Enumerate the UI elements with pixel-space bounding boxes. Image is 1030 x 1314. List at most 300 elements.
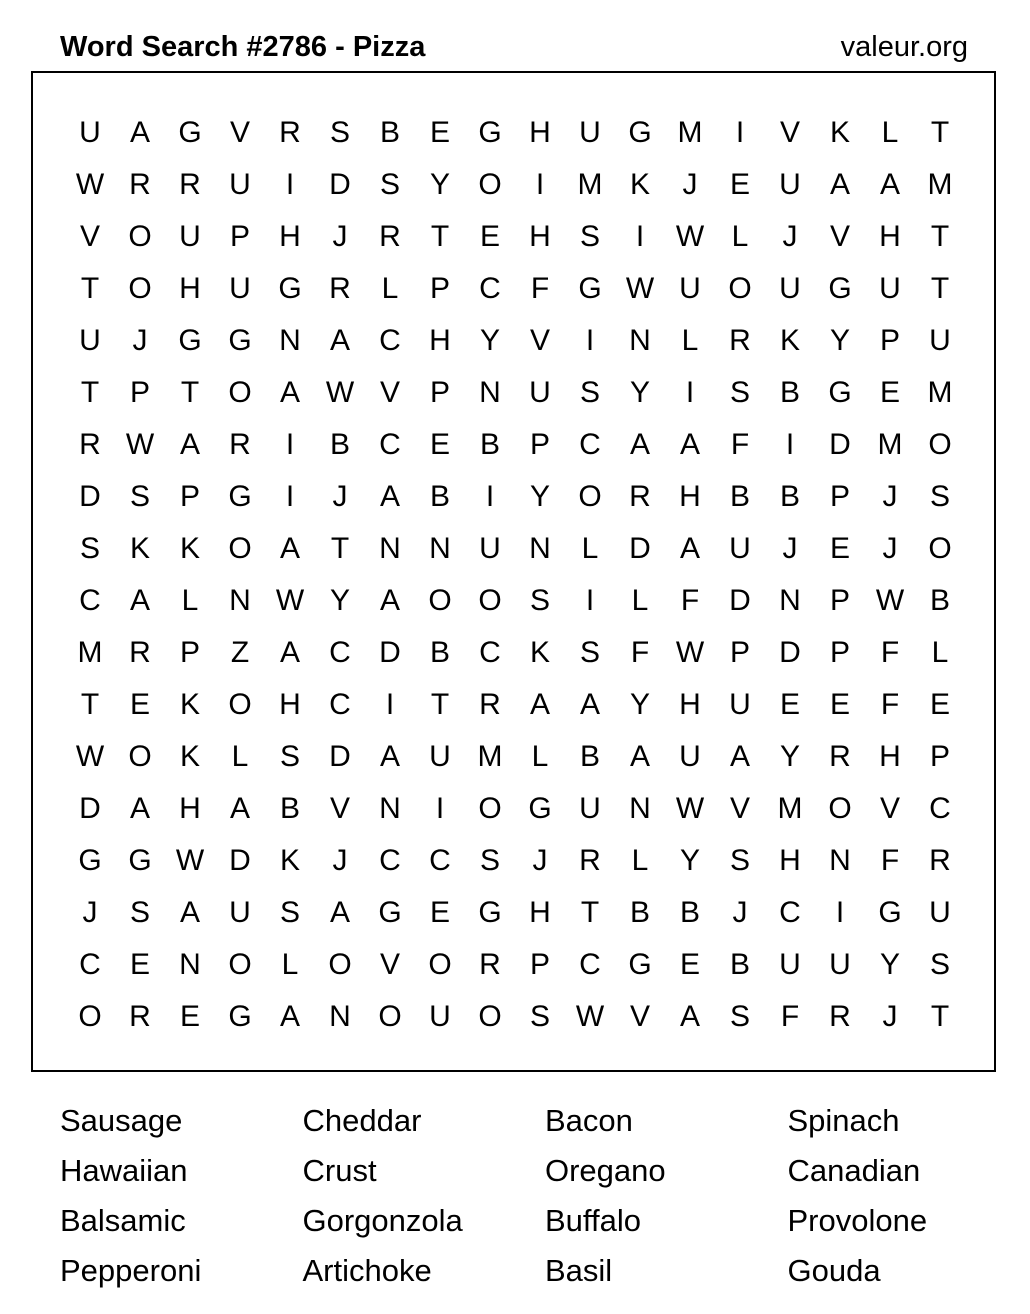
grid-letter: G: [128, 844, 152, 877]
grid-row: [65, 367, 965, 419]
grid-letter: U: [729, 532, 751, 565]
grid-letter: H: [679, 688, 701, 721]
grid-letter: C: [379, 844, 401, 877]
word-list-item: Bacon: [545, 1103, 633, 1138]
grid-letter: P: [529, 428, 550, 461]
grid-letter: D: [229, 844, 251, 877]
grid-letter: E: [129, 948, 150, 981]
grid-letter: L: [631, 844, 649, 877]
grid-letter: K: [179, 532, 200, 565]
grid-letter: T: [930, 116, 950, 149]
grid-letter: I: [385, 688, 395, 721]
grid-letter: W: [175, 844, 205, 877]
grid-letter: T: [930, 1000, 950, 1033]
grid-letter: F: [530, 272, 550, 305]
grid-letter: K: [829, 116, 850, 149]
grid-letter: W: [675, 792, 705, 825]
grid-letter: U: [429, 1000, 451, 1033]
grid-letter: A: [279, 636, 300, 669]
grid-letter: K: [279, 844, 300, 877]
grid-letter: J: [332, 844, 348, 877]
grid-letter: B: [729, 480, 750, 513]
grid-letter: R: [579, 844, 601, 877]
grid-letter: A: [529, 688, 550, 721]
grid-letter: N: [629, 324, 651, 357]
grid-letter: C: [579, 428, 601, 461]
grid-letter: D: [79, 792, 101, 825]
grid-letter: A: [379, 584, 400, 617]
grid-letter: C: [329, 636, 351, 669]
grid-letter: H: [529, 896, 551, 929]
grid-letter: V: [829, 220, 850, 253]
grid-letter: U: [729, 688, 751, 721]
grid-letter: V: [729, 792, 750, 825]
grid-letter: S: [129, 480, 150, 513]
grid-letter: O: [328, 948, 352, 981]
grid-letter: O: [428, 584, 452, 617]
grid-letter: R: [129, 636, 151, 669]
grid-letter: G: [378, 896, 402, 929]
grid-letter: I: [635, 220, 645, 253]
grid-letter: I: [435, 792, 445, 825]
grid-letter: G: [528, 792, 552, 825]
grid-letter: S: [929, 948, 950, 981]
grid-letter: L: [931, 636, 949, 669]
grid-letter: R: [329, 272, 351, 305]
grid-letter: T: [80, 272, 100, 305]
grid-letter: S: [129, 896, 150, 929]
grid-letter: W: [125, 428, 155, 461]
word-list-item: Basil: [545, 1253, 613, 1288]
grid-letter: P: [929, 740, 950, 773]
grid-letter: K: [779, 324, 800, 357]
grid-letter: I: [585, 324, 595, 357]
grid-letter: B: [479, 428, 500, 461]
grid-letter: U: [779, 168, 801, 201]
grid-letter: O: [928, 428, 952, 461]
word-list-item: Buffalo: [545, 1203, 641, 1238]
grid-letter: L: [631, 584, 649, 617]
grid-letter: U: [779, 948, 801, 981]
grid-letter: G: [628, 116, 652, 149]
grid-letter: E: [129, 688, 150, 721]
grid-letter: M: [877, 428, 903, 461]
grid-letter: W: [325, 376, 355, 409]
grid-letter: R: [829, 740, 851, 773]
grid-letter: A: [229, 792, 250, 825]
grid-letter: D: [629, 532, 651, 565]
grid-letter: P: [829, 480, 850, 513]
grid-row: [65, 991, 965, 1043]
grid-letter: W: [275, 584, 305, 617]
grid-letter: B: [929, 584, 950, 617]
grid-letter: G: [228, 324, 252, 357]
grid-letter: P: [179, 480, 200, 513]
grid-letter: B: [779, 480, 800, 513]
grid-letter: I: [735, 116, 745, 149]
grid-letter: W: [875, 584, 905, 617]
grid-letter: P: [729, 636, 750, 669]
grid-letter: J: [332, 220, 348, 253]
grid-letter: J: [332, 480, 348, 513]
grid-row: [65, 523, 965, 575]
grid-letter: S: [729, 376, 750, 409]
grid-letter: O: [128, 272, 152, 305]
grid-letter: Y: [679, 844, 700, 877]
grid-letter: A: [679, 428, 700, 461]
grid-letter: U: [229, 168, 251, 201]
grid-letter: H: [529, 220, 551, 253]
grid-letter: V: [529, 324, 550, 357]
grid-letter: D: [79, 480, 101, 513]
grid-letter: C: [479, 272, 501, 305]
grid-letter: C: [929, 792, 951, 825]
grid-letter: U: [929, 324, 951, 357]
grid-letter: V: [379, 376, 400, 409]
grid-row: [65, 679, 965, 731]
grid-letter: P: [879, 324, 900, 357]
grid-letter: Y: [329, 584, 350, 617]
grid-letter: S: [379, 168, 400, 201]
grid-letter: I: [285, 480, 295, 513]
word-list-item: Pepperoni: [60, 1253, 202, 1288]
grid-letter: B: [579, 740, 600, 773]
grid-letter: C: [779, 896, 801, 929]
grid-letter: C: [79, 584, 101, 617]
word-list-item: Balsamic: [60, 1203, 186, 1238]
word-list-item: Sausage: [60, 1103, 183, 1138]
site-name: valeur.org: [840, 31, 968, 63]
word-list-item: Oregano: [545, 1153, 666, 1188]
grid-letter: N: [779, 584, 801, 617]
grid-letter: L: [281, 948, 299, 981]
grid-letter: C: [379, 428, 401, 461]
grid-row: [65, 731, 965, 783]
grid-letter: G: [828, 272, 852, 305]
grid-letter: T: [80, 688, 100, 721]
grid-letter: V: [879, 792, 900, 825]
grid-letter: N: [179, 948, 201, 981]
grid-letter: E: [829, 532, 850, 565]
grid-letter: O: [478, 792, 502, 825]
grid-letter: W: [75, 740, 105, 773]
grid-letter: V: [229, 116, 250, 149]
grid-row: [65, 471, 965, 523]
grid-letter: O: [128, 740, 152, 773]
grid-letter: V: [329, 792, 350, 825]
grid-letter: T: [580, 896, 600, 929]
grid-letter: A: [129, 584, 150, 617]
grid-letter: N: [279, 324, 301, 357]
grid-letter: S: [579, 636, 600, 669]
grid-letter: R: [829, 1000, 851, 1033]
grid-letter: Y: [629, 376, 650, 409]
grid-letter: C: [79, 948, 101, 981]
grid-letter: V: [779, 116, 800, 149]
grid-letter: O: [928, 532, 952, 565]
grid-letter: B: [429, 636, 450, 669]
grid-letter: M: [577, 168, 603, 201]
grid-letter: M: [77, 636, 103, 669]
grid-letter: Y: [629, 688, 650, 721]
grid-letter: S: [729, 844, 750, 877]
grid-letter: E: [179, 1000, 200, 1033]
grid-letter: G: [228, 480, 252, 513]
grid-letter: A: [729, 740, 750, 773]
grid-letter: U: [479, 532, 501, 565]
grid-letter: F: [880, 688, 900, 721]
grid-letter: D: [829, 428, 851, 461]
grid-letter: C: [429, 844, 451, 877]
grid-letter: G: [278, 272, 302, 305]
grid-letter: A: [679, 1000, 700, 1033]
grid-letter: H: [179, 272, 201, 305]
grid-letter: O: [428, 948, 452, 981]
grid-letter: O: [228, 688, 252, 721]
grid-letter: A: [679, 532, 700, 565]
grid-letter: D: [379, 636, 401, 669]
grid-letter: Y: [479, 324, 500, 357]
grid-letter: S: [79, 532, 100, 565]
grid-letter: J: [82, 896, 98, 929]
grid-letter: L: [881, 116, 899, 149]
grid-letter: U: [829, 948, 851, 981]
grid-letter: S: [279, 740, 300, 773]
grid-letter: H: [279, 688, 301, 721]
grid-letter: G: [578, 272, 602, 305]
grid-letter: T: [80, 376, 100, 409]
grid-letter: D: [779, 636, 801, 669]
grid-letter: H: [679, 480, 701, 513]
grid-letter: M: [777, 792, 803, 825]
grid-letter: E: [479, 220, 500, 253]
grid-letter: H: [879, 220, 901, 253]
grid-letter: S: [579, 220, 600, 253]
word-list-item: Canadian: [787, 1153, 921, 1188]
grid-letter: G: [78, 844, 102, 877]
grid-letter: S: [729, 1000, 750, 1033]
grid-letter: P: [529, 948, 550, 981]
puzzle-title: Word Search #2786 - Pizza: [60, 31, 426, 63]
grid-letter: I: [835, 896, 845, 929]
grid-letter: N: [429, 532, 451, 565]
grid-row: [65, 315, 965, 367]
grid-letter: P: [229, 220, 250, 253]
grid-letter: R: [279, 116, 301, 149]
grid-letter: R: [179, 168, 201, 201]
grid-letter: U: [529, 376, 551, 409]
grid-letter: G: [478, 116, 502, 149]
grid-letter: E: [429, 116, 450, 149]
grid-letter: A: [879, 168, 900, 201]
grid-letter: K: [129, 532, 150, 565]
grid-letter: G: [828, 376, 852, 409]
grid-letter: E: [879, 376, 900, 409]
grid-letter: K: [529, 636, 550, 669]
grid-letter: I: [585, 584, 595, 617]
grid-letter: M: [677, 116, 703, 149]
word-list-item: Provolone: [787, 1203, 928, 1238]
grid-letter: Y: [429, 168, 450, 201]
grid-letter: O: [228, 532, 252, 565]
grid-letter: T: [330, 532, 350, 565]
grid-letter: U: [779, 272, 801, 305]
grid-letter: W: [75, 168, 105, 201]
grid-letter: S: [529, 584, 550, 617]
grid-letter: A: [629, 428, 650, 461]
grid-letter: L: [181, 584, 199, 617]
grid-letter: G: [178, 116, 202, 149]
grid-letter: F: [780, 1000, 800, 1033]
grid-letter: N: [379, 532, 401, 565]
word-list-item: Cheddar: [302, 1103, 422, 1138]
grid-letter: W: [625, 272, 655, 305]
grid-letter: O: [478, 168, 502, 201]
grid-letter: K: [179, 688, 200, 721]
grid-row: [65, 939, 965, 991]
grid-letter: G: [628, 948, 652, 981]
grid-letter: H: [529, 116, 551, 149]
grid-letter: H: [179, 792, 201, 825]
grid-letter: H: [279, 220, 301, 253]
grid-letter: F: [630, 636, 650, 669]
grid-letter: T: [180, 376, 200, 409]
grid-letter: R: [129, 1000, 151, 1033]
grid-letter: P: [829, 636, 850, 669]
grid-letter: U: [229, 896, 251, 929]
grid-letter: R: [479, 948, 501, 981]
grid-letter: U: [879, 272, 901, 305]
grid-letter: O: [478, 1000, 502, 1033]
grid-letter: N: [379, 792, 401, 825]
grid-letter: M: [927, 168, 953, 201]
grid-letter: B: [379, 116, 400, 149]
grid-letter: B: [629, 896, 650, 929]
grid-letter: B: [279, 792, 300, 825]
grid-letter: U: [579, 792, 601, 825]
grid-letter: P: [829, 584, 850, 617]
grid-letter: N: [829, 844, 851, 877]
grid-letter: J: [132, 324, 148, 357]
grid-row: [65, 419, 965, 471]
grid-letter: G: [178, 324, 202, 357]
grid-letter: J: [732, 896, 748, 929]
grid-letter: A: [179, 428, 200, 461]
grid-letter: G: [478, 896, 502, 929]
grid-row: [65, 107, 965, 159]
grid-letter: J: [882, 480, 898, 513]
grid-letter: K: [629, 168, 650, 201]
grid-letter: N: [329, 1000, 351, 1033]
grid-letter: J: [782, 532, 798, 565]
grid-letter: R: [129, 168, 151, 201]
grid-letter: P: [429, 272, 450, 305]
grid-letter: A: [829, 168, 850, 201]
grid-letter: I: [285, 168, 295, 201]
grid-letter: A: [279, 532, 300, 565]
grid-letter: U: [579, 116, 601, 149]
grid-letter: S: [529, 1000, 550, 1033]
grid-letter: F: [680, 584, 700, 617]
grid-letter: T: [430, 688, 450, 721]
grid-letter: I: [785, 428, 795, 461]
grid-letter: Y: [529, 480, 550, 513]
grid-letter: Y: [779, 740, 800, 773]
grid-letter: V: [379, 948, 400, 981]
grid-letter: M: [927, 376, 953, 409]
word-list-item: Hawaiian: [60, 1153, 188, 1188]
grid-letter: B: [729, 948, 750, 981]
grid-letter: B: [429, 480, 450, 513]
grid-letter: A: [129, 116, 150, 149]
grid-letter: L: [381, 272, 399, 305]
grid-letter: F: [730, 428, 750, 461]
grid-letter: O: [828, 792, 852, 825]
grid-row: [65, 835, 965, 887]
grid-letter: P: [179, 636, 200, 669]
grid-letter: W: [675, 636, 705, 669]
grid-letter: W: [675, 220, 705, 253]
grid-letter: E: [429, 428, 450, 461]
grid-letter: A: [329, 896, 350, 929]
grid-letter: B: [329, 428, 350, 461]
grid-letter: S: [929, 480, 950, 513]
grid-letter: H: [879, 740, 901, 773]
grid-letter: D: [329, 740, 351, 773]
grid-letter: V: [79, 220, 100, 253]
grid-letter: S: [479, 844, 500, 877]
word-list-item: Crust: [302, 1153, 377, 1188]
grid-letter: A: [379, 480, 400, 513]
grid-letter: K: [179, 740, 200, 773]
grid-letter: J: [782, 220, 798, 253]
grid-letter: U: [79, 324, 101, 357]
grid-letter: B: [779, 376, 800, 409]
grid-letter: O: [78, 1000, 102, 1033]
grid-letter: O: [578, 480, 602, 513]
grid-letter: V: [629, 1000, 650, 1033]
grid-letter: U: [929, 896, 951, 929]
grid-letter: G: [878, 896, 902, 929]
grid-letter: T: [930, 220, 950, 253]
grid-letter: R: [229, 428, 251, 461]
grid-letter: E: [679, 948, 700, 981]
grid-letter: H: [779, 844, 801, 877]
grid-letter: D: [329, 168, 351, 201]
grid-letter: N: [529, 532, 551, 565]
word-list-item: Gorgonzola: [302, 1203, 463, 1238]
grid-letter: A: [279, 1000, 300, 1033]
grid-letter: O: [728, 272, 752, 305]
grid-letter: J: [882, 1000, 898, 1033]
grid-letter: A: [179, 896, 200, 929]
grid-letter: D: [729, 584, 751, 617]
grid-letter: T: [430, 220, 450, 253]
grid-letter: C: [379, 324, 401, 357]
grid-letter: C: [329, 688, 351, 721]
grid-letter: I: [535, 168, 545, 201]
grid-letter: R: [729, 324, 751, 357]
grid-letter: N: [229, 584, 251, 617]
grid-row: [65, 575, 965, 627]
grid-letter: A: [279, 376, 300, 409]
grid-row: [65, 263, 965, 315]
grid-letter: W: [575, 1000, 605, 1033]
grid-letter: G: [228, 1000, 252, 1033]
grid-letter: N: [479, 376, 501, 409]
grid-letter: U: [229, 272, 251, 305]
grid-letter: F: [880, 844, 900, 877]
